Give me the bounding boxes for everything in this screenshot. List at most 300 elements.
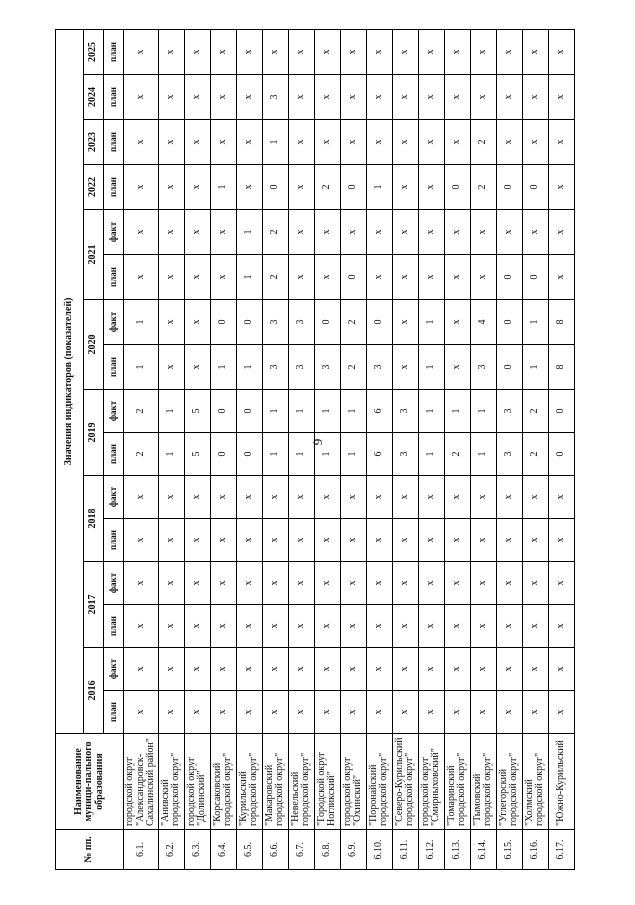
value-cell: x bbox=[158, 605, 184, 648]
value-cell: x bbox=[522, 519, 548, 562]
value-cell: 8 bbox=[548, 300, 574, 345]
value-cell: x bbox=[444, 562, 470, 605]
row-number: 6.11. bbox=[392, 830, 418, 870]
value-cell: x bbox=[288, 120, 314, 165]
value-cell: x bbox=[548, 476, 574, 519]
value-cell: x bbox=[158, 562, 184, 605]
value-cell: x bbox=[522, 562, 548, 605]
table-row bbox=[288, 29, 314, 869]
municipality-name: "Тымовский городской округ" bbox=[470, 734, 496, 830]
value-cell: x bbox=[496, 476, 522, 519]
year-header-2022: 2022 bbox=[84, 165, 104, 210]
value-cell: 2 bbox=[124, 390, 159, 433]
row-number: 6.10. bbox=[366, 830, 392, 870]
value-cell: x bbox=[444, 648, 470, 691]
value-cell: 1 bbox=[158, 433, 184, 476]
plan-label: план bbox=[104, 433, 124, 476]
value-cell: x bbox=[158, 691, 184, 734]
value-cell: x bbox=[418, 605, 444, 648]
municipality-name: "Городской округ Ногликский" bbox=[314, 734, 340, 830]
value-cell: x bbox=[236, 476, 262, 519]
row-number: 6.16. bbox=[522, 830, 548, 870]
value-cell: x bbox=[392, 562, 418, 605]
rotated-table-wrapper bbox=[55, 30, 575, 870]
value-cell: x bbox=[418, 120, 444, 165]
value-cell: 0 bbox=[210, 433, 236, 476]
value-cell: 2 bbox=[314, 165, 340, 210]
value-cell: x bbox=[124, 691, 159, 734]
value-cell: x bbox=[418, 75, 444, 120]
value-cell: x bbox=[340, 120, 366, 165]
value-cell: x bbox=[158, 210, 184, 255]
value-cell: x bbox=[522, 648, 548, 691]
fact-label: факт bbox=[104, 300, 124, 345]
value-cell: x bbox=[262, 519, 288, 562]
value-cell: x bbox=[236, 519, 262, 562]
value-cell: 3 bbox=[288, 300, 314, 345]
value-cell: x bbox=[124, 210, 159, 255]
value-cell: x bbox=[548, 562, 574, 605]
value-cell: x bbox=[236, 120, 262, 165]
value-cell: x bbox=[366, 648, 392, 691]
value-cell: x bbox=[236, 75, 262, 120]
fact-label: факт bbox=[104, 390, 124, 433]
value-cell: x bbox=[184, 562, 210, 605]
value-cell: 1 bbox=[210, 165, 236, 210]
row-number: 6.12. bbox=[418, 830, 444, 870]
value-cell: x bbox=[124, 519, 159, 562]
value-cell: 1 bbox=[522, 300, 548, 345]
value-cell: x bbox=[496, 519, 522, 562]
municipality-name: "Южно-Курильский bbox=[548, 734, 574, 830]
value-cell: x bbox=[210, 476, 236, 519]
value-cell: 0 bbox=[340, 255, 366, 300]
table-row bbox=[548, 29, 574, 869]
value-cell: 0 bbox=[522, 255, 548, 300]
table-row bbox=[418, 29, 444, 869]
value-cell: 3 bbox=[366, 345, 392, 390]
value-cell: x bbox=[366, 255, 392, 300]
row-number: 6.6. bbox=[262, 830, 288, 870]
table-row bbox=[236, 29, 262, 869]
plan-label: план bbox=[104, 165, 124, 210]
value-cell: x bbox=[288, 255, 314, 300]
value-cell: x bbox=[288, 29, 314, 74]
row-number: 6.14. bbox=[470, 830, 496, 870]
value-cell: 3 bbox=[262, 75, 288, 120]
values-title-header: Значения индикаторов (показателей) bbox=[56, 29, 84, 733]
value-cell: 0 bbox=[496, 255, 522, 300]
value-cell: 0 bbox=[548, 390, 574, 433]
value-cell: 1 bbox=[418, 300, 444, 345]
year-header-2019: 2019 bbox=[84, 390, 104, 476]
value-cell: 0 bbox=[366, 300, 392, 345]
value-cell: x bbox=[444, 300, 470, 345]
value-cell: x bbox=[158, 476, 184, 519]
value-cell: x bbox=[184, 605, 210, 648]
table-row bbox=[444, 29, 470, 869]
page-number: 9 bbox=[310, 438, 325, 446]
value-cell: 2 bbox=[262, 210, 288, 255]
value-cell: x bbox=[496, 210, 522, 255]
value-cell: x bbox=[184, 255, 210, 300]
value-cell: x bbox=[158, 255, 184, 300]
value-cell: 0 bbox=[340, 165, 366, 210]
table-row bbox=[124, 29, 159, 869]
value-cell: x bbox=[288, 691, 314, 734]
fact-label: факт bbox=[104, 562, 124, 605]
value-cell: x bbox=[496, 691, 522, 734]
value-cell: 4 bbox=[470, 300, 496, 345]
value-cell: 0 bbox=[236, 433, 262, 476]
value-cell: x bbox=[522, 29, 548, 74]
value-cell: x bbox=[366, 476, 392, 519]
year-header-2025: 2025 bbox=[84, 29, 104, 74]
value-cell: x bbox=[184, 210, 210, 255]
value-cell: x bbox=[184, 476, 210, 519]
table-row bbox=[262, 29, 288, 869]
row-number: 6.7. bbox=[288, 830, 314, 870]
value-cell: 1 bbox=[124, 300, 159, 345]
value-cell: x bbox=[444, 519, 470, 562]
value-cell: x bbox=[124, 648, 159, 691]
value-cell: 2 bbox=[522, 433, 548, 476]
value-cell: x bbox=[418, 648, 444, 691]
value-cell: x bbox=[340, 519, 366, 562]
value-cell: x bbox=[366, 605, 392, 648]
value-cell: x bbox=[392, 605, 418, 648]
value-cell: x bbox=[496, 648, 522, 691]
value-cell: x bbox=[340, 210, 366, 255]
value-cell: x bbox=[548, 210, 574, 255]
value-cell: x bbox=[444, 29, 470, 74]
value-cell: x bbox=[236, 605, 262, 648]
value-cell: x bbox=[496, 562, 522, 605]
value-cell: x bbox=[366, 562, 392, 605]
value-cell: x bbox=[288, 210, 314, 255]
value-cell: 1 bbox=[210, 345, 236, 390]
table-row bbox=[314, 29, 340, 869]
value-cell: x bbox=[184, 120, 210, 165]
plan-label: план bbox=[104, 345, 124, 390]
value-cell: 0 bbox=[496, 345, 522, 390]
value-cell: x bbox=[548, 648, 574, 691]
value-cell: 1 bbox=[470, 390, 496, 433]
value-cell: x bbox=[418, 519, 444, 562]
value-cell: x bbox=[340, 75, 366, 120]
value-cell: x bbox=[184, 691, 210, 734]
value-cell: x bbox=[548, 29, 574, 74]
table-row bbox=[184, 29, 210, 869]
value-cell: x bbox=[314, 210, 340, 255]
value-cell: 1 bbox=[340, 433, 366, 476]
value-cell: 1 bbox=[418, 433, 444, 476]
municipality-name: "Холмский городской округ" bbox=[522, 734, 548, 830]
value-cell: x bbox=[158, 519, 184, 562]
value-cell: 2 bbox=[470, 120, 496, 165]
value-cell: x bbox=[392, 165, 418, 210]
row-number: 6.3. bbox=[184, 830, 210, 870]
value-cell: 3 bbox=[262, 300, 288, 345]
value-cell: 1 bbox=[158, 390, 184, 433]
value-cell: x bbox=[470, 476, 496, 519]
value-cell: x bbox=[210, 562, 236, 605]
value-cell: 2 bbox=[522, 390, 548, 433]
value-cell: x bbox=[210, 255, 236, 300]
value-cell: x bbox=[418, 562, 444, 605]
value-cell: 1 bbox=[262, 390, 288, 433]
value-cell: x bbox=[418, 476, 444, 519]
table-row bbox=[366, 29, 392, 869]
value-cell: x bbox=[522, 120, 548, 165]
value-cell: 6 bbox=[366, 390, 392, 433]
plan-label: план bbox=[104, 605, 124, 648]
value-cell: x bbox=[124, 165, 159, 210]
value-cell: x bbox=[392, 29, 418, 74]
value-cell: x bbox=[314, 562, 340, 605]
value-cell: x bbox=[470, 210, 496, 255]
value-cell: x bbox=[522, 476, 548, 519]
value-cell: x bbox=[340, 648, 366, 691]
value-cell: x bbox=[418, 210, 444, 255]
value-cell: x bbox=[236, 29, 262, 74]
municipality-name: "Курильский городской округ" bbox=[236, 734, 262, 830]
value-cell: x bbox=[184, 300, 210, 345]
value-cell: x bbox=[470, 691, 496, 734]
value-cell: x bbox=[210, 648, 236, 691]
value-cell: x bbox=[548, 255, 574, 300]
value-cell: x bbox=[392, 691, 418, 734]
year-header-2021: 2021 bbox=[84, 210, 104, 300]
value-cell: x bbox=[262, 691, 288, 734]
value-cell: 5 bbox=[184, 390, 210, 433]
value-cell: x bbox=[314, 29, 340, 74]
value-cell: x bbox=[288, 519, 314, 562]
value-cell: x bbox=[340, 29, 366, 74]
value-cell: x bbox=[124, 29, 159, 74]
value-cell: x bbox=[236, 648, 262, 691]
value-cell: x bbox=[444, 75, 470, 120]
value-cell: x bbox=[288, 476, 314, 519]
value-cell: x bbox=[124, 605, 159, 648]
value-cell: x bbox=[288, 605, 314, 648]
value-cell: 0 bbox=[236, 390, 262, 433]
table-row bbox=[522, 29, 548, 869]
value-cell: 2 bbox=[470, 165, 496, 210]
table-row bbox=[392, 29, 418, 869]
row-number: 6.2. bbox=[158, 830, 184, 870]
plan-label: план bbox=[104, 29, 124, 74]
year-header-2024: 2024 bbox=[84, 75, 104, 120]
value-cell: 2 bbox=[444, 433, 470, 476]
value-cell: x bbox=[210, 210, 236, 255]
value-cell: 3 bbox=[262, 345, 288, 390]
value-cell: x bbox=[548, 605, 574, 648]
value-cell: x bbox=[236, 562, 262, 605]
value-cell: x bbox=[314, 519, 340, 562]
value-cell: x bbox=[470, 605, 496, 648]
year-header-2017: 2017 bbox=[84, 562, 104, 648]
value-cell: x bbox=[314, 605, 340, 648]
plan-label: план bbox=[104, 75, 124, 120]
value-cell: x bbox=[184, 648, 210, 691]
value-cell: x bbox=[392, 210, 418, 255]
value-cell: x bbox=[392, 519, 418, 562]
value-cell: x bbox=[470, 255, 496, 300]
value-cell: x bbox=[124, 562, 159, 605]
value-cell: x bbox=[522, 605, 548, 648]
value-cell: x bbox=[158, 75, 184, 120]
value-cell: 1 bbox=[366, 165, 392, 210]
value-cell: 0 bbox=[522, 165, 548, 210]
value-cell: x bbox=[184, 165, 210, 210]
value-cell: 1 bbox=[236, 345, 262, 390]
fact-label: факт bbox=[104, 648, 124, 691]
value-cell: x bbox=[496, 75, 522, 120]
value-cell: x bbox=[184, 75, 210, 120]
value-cell: x bbox=[548, 120, 574, 165]
table-row bbox=[470, 29, 496, 869]
value-cell: x bbox=[418, 255, 444, 300]
value-cell: 2 bbox=[124, 433, 159, 476]
value-cell: x bbox=[184, 29, 210, 74]
value-cell: 1 bbox=[236, 255, 262, 300]
value-cell: x bbox=[210, 605, 236, 648]
value-cell: 1 bbox=[262, 433, 288, 476]
value-cell: x bbox=[444, 120, 470, 165]
value-cell: x bbox=[392, 345, 418, 390]
value-cell: x bbox=[444, 476, 470, 519]
municipality-name: "Томаринский городской округ" bbox=[444, 734, 470, 830]
value-cell: x bbox=[444, 345, 470, 390]
value-cell: 0 bbox=[210, 300, 236, 345]
value-cell: x bbox=[288, 165, 314, 210]
municipality-name: городской округ "Долинский" bbox=[184, 734, 210, 830]
value-cell: x bbox=[288, 75, 314, 120]
value-cell: 3 bbox=[392, 390, 418, 433]
value-cell: 0 bbox=[236, 300, 262, 345]
value-cell: x bbox=[236, 165, 262, 210]
value-cell: 0 bbox=[444, 165, 470, 210]
value-cell: x bbox=[210, 691, 236, 734]
value-cell: x bbox=[366, 691, 392, 734]
value-cell: 1 bbox=[418, 390, 444, 433]
value-cell: x bbox=[340, 605, 366, 648]
value-cell: x bbox=[124, 476, 159, 519]
value-cell: 2 bbox=[262, 255, 288, 300]
value-cell: x bbox=[210, 75, 236, 120]
value-cell: x bbox=[392, 476, 418, 519]
value-cell: x bbox=[184, 519, 210, 562]
value-cell: x bbox=[314, 691, 340, 734]
value-cell: x bbox=[392, 255, 418, 300]
municipality-name: "Корсаковский городской округ" bbox=[210, 734, 236, 830]
value-cell: 3 bbox=[288, 345, 314, 390]
value-cell: 2 bbox=[340, 300, 366, 345]
value-cell: x bbox=[548, 165, 574, 210]
municipality-name: "Северо-Курильский городской округ" bbox=[392, 734, 418, 830]
value-cell: x bbox=[418, 165, 444, 210]
value-cell: x bbox=[124, 255, 159, 300]
col-name-header: Наименование муници-пального образования bbox=[56, 734, 124, 830]
value-cell: x bbox=[262, 562, 288, 605]
value-cell: x bbox=[158, 648, 184, 691]
value-cell: 0 bbox=[496, 300, 522, 345]
value-cell: 0 bbox=[314, 300, 340, 345]
table-row bbox=[496, 29, 522, 869]
value-cell: x bbox=[444, 255, 470, 300]
value-cell: x bbox=[210, 519, 236, 562]
plan-label: план bbox=[104, 255, 124, 300]
value-cell: x bbox=[444, 605, 470, 648]
value-cell: 3 bbox=[314, 345, 340, 390]
table-row bbox=[340, 29, 366, 869]
plan-label: план bbox=[104, 691, 124, 734]
value-cell: 0 bbox=[496, 165, 522, 210]
municipality-name: "Поронайский городской округ" bbox=[366, 734, 392, 830]
value-cell: x bbox=[418, 691, 444, 734]
fact-label: факт bbox=[104, 476, 124, 519]
value-cell: x bbox=[314, 255, 340, 300]
value-cell: x bbox=[210, 120, 236, 165]
table-row bbox=[210, 29, 236, 869]
value-cell: x bbox=[262, 476, 288, 519]
municipality-name: "Макаровский городской округ" bbox=[262, 734, 288, 830]
municipality-name: городской округ "Александровск-Сахалинский район" bbox=[124, 734, 159, 830]
value-cell: x bbox=[262, 605, 288, 648]
table-row bbox=[158, 29, 184, 869]
value-cell: 0 bbox=[210, 390, 236, 433]
value-cell: 1 bbox=[340, 390, 366, 433]
year-header-2020: 2020 bbox=[84, 300, 104, 390]
value-cell: 1 bbox=[314, 433, 340, 476]
value-cell: 1 bbox=[262, 120, 288, 165]
row-number: 6.9. bbox=[340, 830, 366, 870]
value-cell: x bbox=[262, 648, 288, 691]
value-cell: x bbox=[444, 691, 470, 734]
value-cell: 8 bbox=[548, 345, 574, 390]
value-cell: x bbox=[314, 75, 340, 120]
value-cell: x bbox=[548, 75, 574, 120]
value-cell: x bbox=[496, 29, 522, 74]
value-cell: 6 bbox=[366, 433, 392, 476]
value-cell: x bbox=[158, 300, 184, 345]
value-cell: x bbox=[366, 75, 392, 120]
value-cell: x bbox=[392, 648, 418, 691]
value-cell: x bbox=[210, 29, 236, 74]
value-cell: 3 bbox=[392, 433, 418, 476]
value-cell: x bbox=[158, 345, 184, 390]
row-number: 6.8. bbox=[314, 830, 340, 870]
value-cell: x bbox=[314, 120, 340, 165]
value-cell: x bbox=[288, 648, 314, 691]
value-cell: x bbox=[366, 120, 392, 165]
value-cell: 1 bbox=[470, 433, 496, 476]
value-cell: x bbox=[262, 29, 288, 74]
municipality-name: городской округ "Охинский" bbox=[340, 734, 366, 830]
value-cell: x bbox=[124, 120, 159, 165]
row-number: 6.15. bbox=[496, 830, 522, 870]
value-cell: x bbox=[340, 562, 366, 605]
municipality-name: "Анивский городской округ" bbox=[158, 734, 184, 830]
value-cell: x bbox=[392, 120, 418, 165]
value-cell: x bbox=[340, 691, 366, 734]
fact-label: факт bbox=[104, 210, 124, 255]
value-cell: 1 bbox=[288, 433, 314, 476]
col-number-header: № пп. bbox=[56, 830, 124, 870]
value-cell: x bbox=[184, 345, 210, 390]
plan-label: план bbox=[104, 120, 124, 165]
